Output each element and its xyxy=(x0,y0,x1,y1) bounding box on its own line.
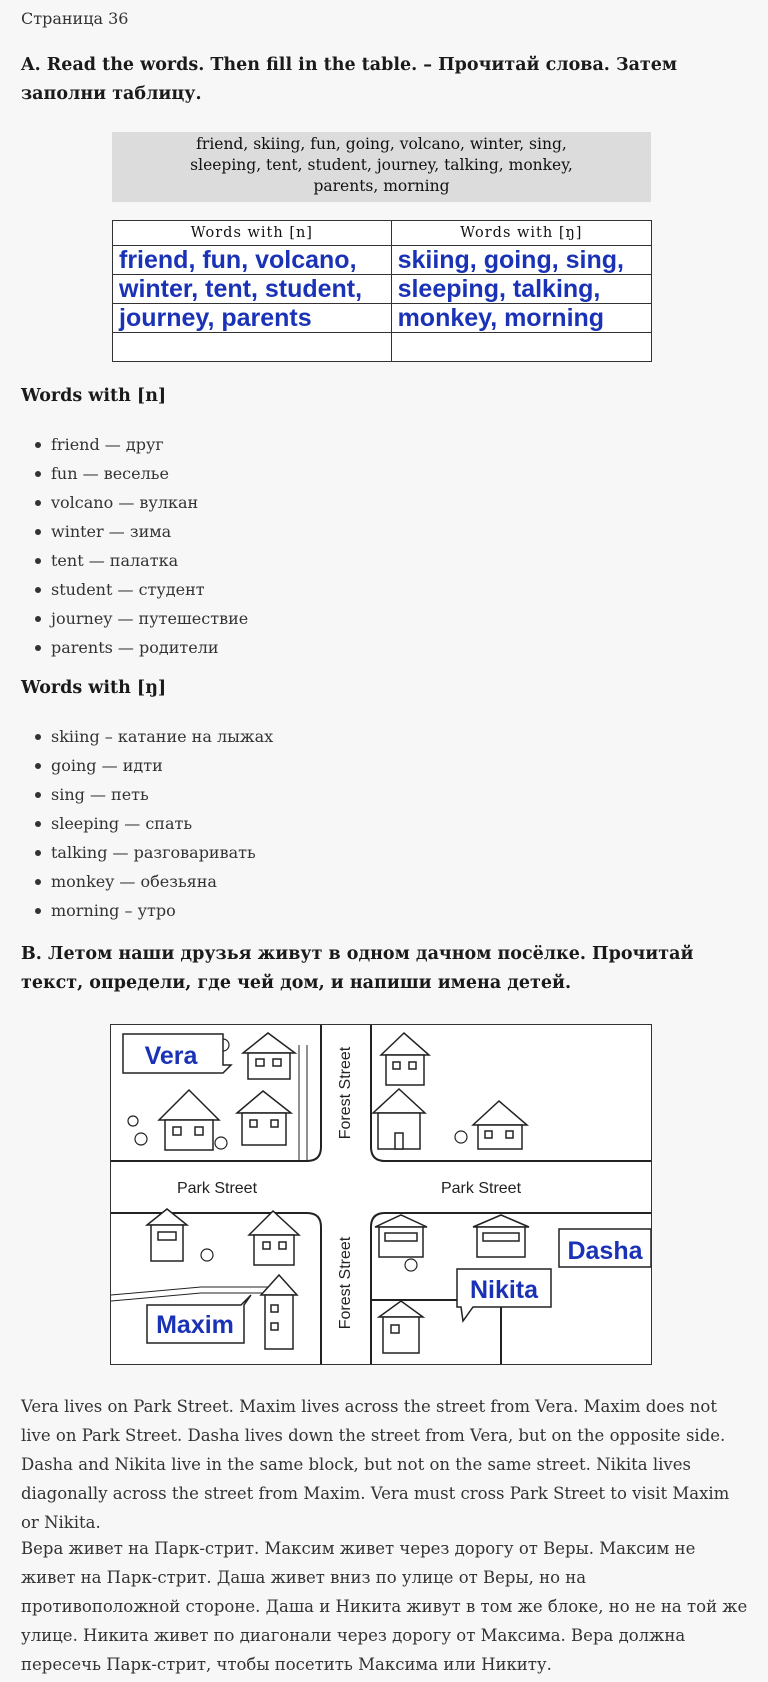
list-n-title: Words with [n] xyxy=(21,386,167,406)
list-item: journey — путешествие xyxy=(51,604,248,633)
house-icon xyxy=(473,1215,529,1257)
dasha-name: Dasha xyxy=(567,1237,643,1265)
list-item: monkey — обезьяна xyxy=(51,867,273,896)
house-icon xyxy=(159,1090,219,1150)
nikita-tag xyxy=(457,1269,551,1321)
page-number: Страница 36 xyxy=(21,9,129,28)
list-item: winter — зима xyxy=(51,517,248,546)
park-street-label-right: Park Street xyxy=(440,1180,522,1197)
table-cell: sleeping, talking, xyxy=(391,275,651,304)
vera-name: Vera xyxy=(144,1042,198,1070)
house-icon xyxy=(375,1215,427,1257)
list-item: morning – утро xyxy=(51,896,273,925)
table-cell: skiing, going, sing, xyxy=(391,246,651,275)
village-map xyxy=(110,1024,652,1365)
table-header-n: Words with [n] xyxy=(113,221,392,246)
table-header-row xyxy=(113,221,652,246)
list-item: volcano — вулкан xyxy=(51,488,248,517)
dasha-tag xyxy=(559,1229,651,1267)
table-header-ng: Words with [ŋ] xyxy=(391,221,651,246)
maxim-name: Maxim xyxy=(156,1311,234,1339)
section-b-heading: B. Летом наши друзья живут в одном дачном посёлке. Прочитай текст, определи, где чей дом, и напиши имена детей. xyxy=(21,944,694,993)
word-box-line: sleeping, tent, student, journey, talking, monkey, xyxy=(190,156,573,174)
house-icon xyxy=(381,1033,429,1085)
list-item: talking — разговаривать xyxy=(51,838,273,867)
vocab-list-ng xyxy=(51,722,273,925)
text-russian: Вера живет на Парк-стрит. Максим живет через дорогу от Веры. Максим не живет на Парк-стрит. Даша живет вниз по улице от Веры, но на противоположной стороне. Даша и Никита живут в том же блоке, но не на той же улице. Никита живет по диагонали через дорогу от Максима. Вера должна пересечь Парк-стрит, чтобы посетить Максима или Никиту. xyxy=(21,1539,748,1674)
nikita-name: Nikita xyxy=(469,1276,539,1304)
house-icon xyxy=(237,1091,291,1145)
table-cell: monkey, morning xyxy=(391,304,651,333)
park-street-label-left: Park Street xyxy=(176,1180,258,1197)
list-item: fun — веселье xyxy=(51,459,248,488)
maxim-tag xyxy=(147,1295,251,1343)
house-icon xyxy=(373,1089,425,1149)
section-a-heading: A. Read the words. Then fill in the table. – Прочитай слова. Затем заполни таблицу. xyxy=(21,55,678,104)
table-row xyxy=(113,275,652,304)
house-icon xyxy=(473,1101,527,1149)
list-item: sleeping — спать xyxy=(51,809,273,838)
list-item: skiing – катание на лыжах xyxy=(51,722,273,751)
list-item: friend — друг xyxy=(51,430,248,459)
table-cell xyxy=(113,333,392,362)
forest-street-label-top: Forest Street xyxy=(337,1046,355,1140)
vera-tag xyxy=(123,1034,231,1073)
house-icon xyxy=(147,1209,187,1261)
table-row xyxy=(113,246,652,275)
forest-street-label-bottom: Forest Street xyxy=(337,1236,355,1330)
list-item: tent — палатка xyxy=(51,546,248,575)
word-box-line: friend, skiing, fun, going, volcano, winter, sing, xyxy=(196,135,567,153)
house-icon xyxy=(249,1211,299,1265)
table-row xyxy=(113,304,652,333)
table-cell: journey, parents xyxy=(113,304,392,333)
word-box-line: parents, morning xyxy=(313,177,450,195)
text-english: Vera lives on Park Street. Maxim lives across the street from Vera. Maxim does not live on Park Street. Dasha lives down the street from Vera, but on the opposite side. Dasha and Nikita live in the same block, but not on the same street. Nikita lives diagonally across the street from Maxim. Vera must cross Park Street to visit Maxim or Nikita. xyxy=(21,1397,730,1532)
list-item: student — студент xyxy=(51,575,248,604)
map-drawing xyxy=(111,1025,652,1365)
list-item: going — идти xyxy=(51,751,273,780)
word-box xyxy=(112,132,651,202)
table-row xyxy=(113,333,652,362)
list-item: sing — петь xyxy=(51,780,273,809)
house-icon xyxy=(261,1275,297,1349)
table-cell: friend, fun, volcano, xyxy=(113,246,392,275)
vocab-list-n xyxy=(51,430,248,662)
house-icon xyxy=(379,1301,423,1353)
table-cell: winter, tent, student, xyxy=(113,275,392,304)
list-item: parents — родители xyxy=(51,633,248,662)
list-ng-title: Words with [ŋ] xyxy=(21,678,167,698)
words-table xyxy=(112,220,652,362)
house-icon xyxy=(243,1033,295,1079)
table-cell xyxy=(391,333,651,362)
